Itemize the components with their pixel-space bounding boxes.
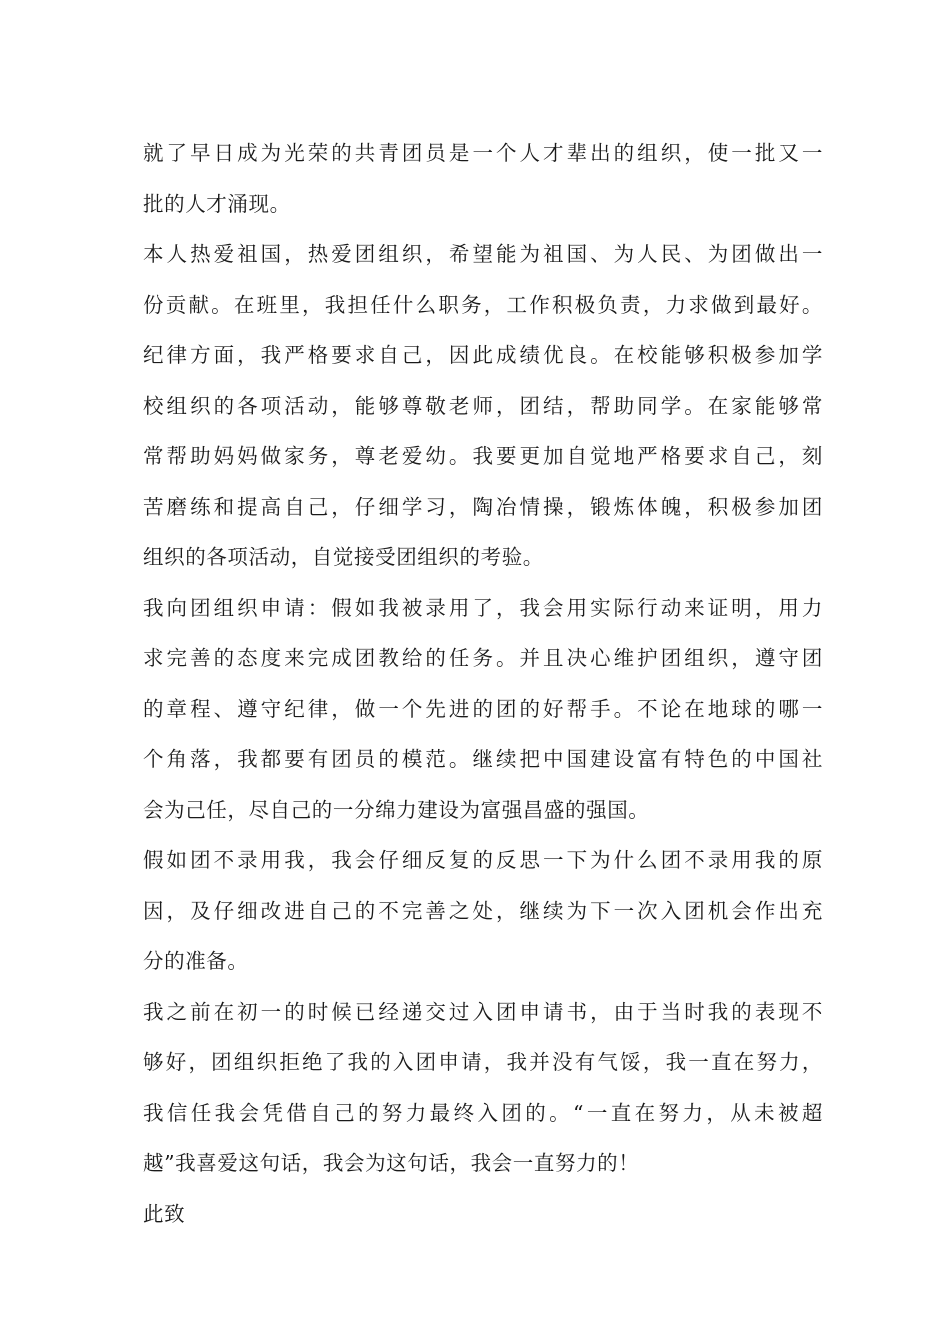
text-line: 份贡献。在班里，我担任什么职务，工作积极负责，力求做到最好。: [143, 292, 823, 317]
text-line: 批的人才涌现。: [143, 191, 291, 216]
text-line: 我向团组织申请：假如我被录用了，我会用实际行动来证明，用力: [143, 595, 823, 620]
closing-salutation: 此致: [143, 1201, 186, 1226]
text-line: 因，及仔细改进自己的不完善之处，继续为下一次入团机会作出充: [143, 898, 823, 923]
text-line: 假如团不录用我，我会仔细反复的反思一下为什么团不录用我的原: [143, 848, 823, 872]
text-line: 个角落，我都要有团员的模范。继续把中国建设富有特色的中国社: [143, 747, 823, 771]
text-line: 苦磨练和提高自己，仔细学习，陶冶情操，锻炼体魄，积极参加团: [143, 494, 823, 519]
text-line: 常帮助妈妈做家务，尊老爱幼。我要更加自觉地严格要求自己，刻: [143, 444, 823, 468]
text-line: 越”我喜爱这句话，我会为这句话，我会一直努力的！: [143, 1151, 640, 1175]
text-line: 够好，团组织拒绝了我的入团申请，我并没有气馁，我一直在努力，: [143, 1050, 823, 1074]
text-line: 求完善的态度来完成团教给的任务。并且决心维护团组织，遵守团: [143, 646, 823, 670]
text-line: 就了早日成为光荣的共青团员是一个人才辈出的组织，使一批又一: [143, 141, 823, 165]
text-line: 我信任我会凭借自己的努力最终入团的。“一直在努力，从未被超: [143, 1100, 823, 1125]
text-line: 校组织的各项活动，能够尊敬老师，团结，帮助同学。在家能够常: [143, 393, 823, 418]
text-line: 纪律方面，我严格要求自己，因此成绩优良。在校能够积极参加学: [143, 343, 823, 367]
letter-body: [143, 128, 823, 1239]
text-line: 本人热爱祖国，热爱团组织，希望能为祖国、为人民、为团做出一: [143, 242, 823, 266]
text-line: 的章程、遵守纪律，做一个先进的团的好帮手。不论在地球的哪一: [143, 696, 823, 721]
text-line: 我之前在初一的时候已经递交过入团申请书，由于当时我的表现不: [143, 999, 823, 1024]
text-line: 会为己任，尽自己的一分绵力建设为富强昌盛的强国。: [143, 797, 650, 822]
text-line: 分的准备。: [143, 949, 249, 973]
text-line: 组织的各项活动，自觉接受团组织的考验。: [143, 545, 544, 569]
